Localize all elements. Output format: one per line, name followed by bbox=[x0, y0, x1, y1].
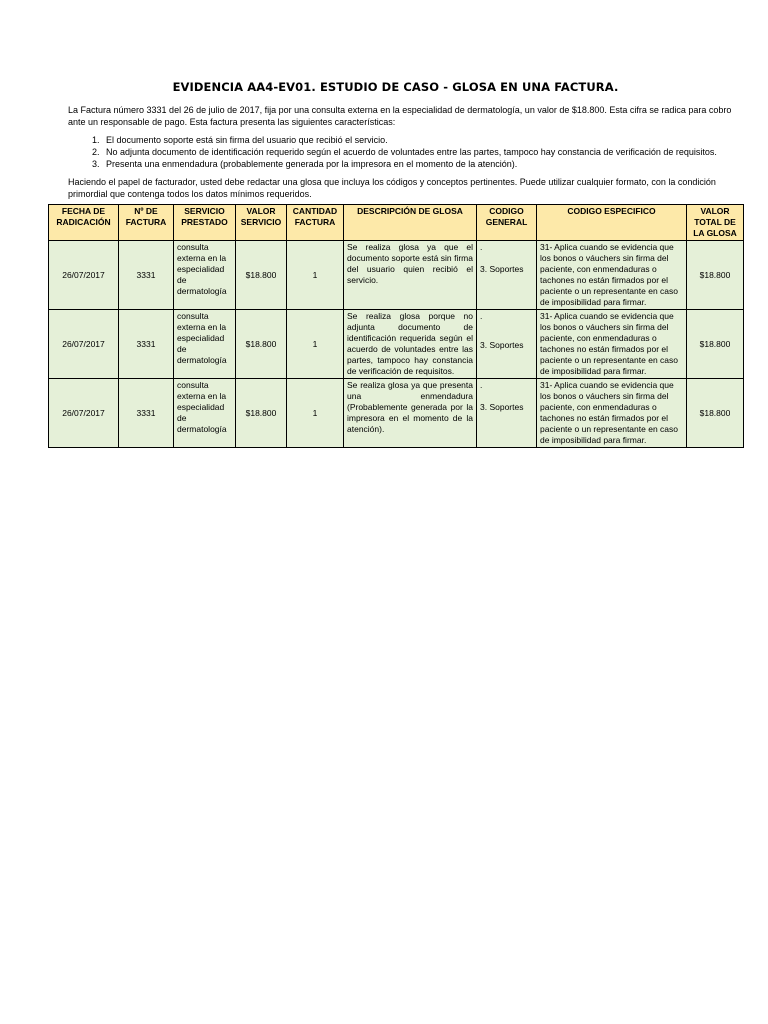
characteristic-item: 2. No adjunta documento de identificación requerido según el acuerdo de voluntades entre las partes, tampoco hay constancia de verificación de requisitos. bbox=[102, 146, 743, 158]
cell-fecha: 26/07/2017 bbox=[49, 379, 119, 448]
cell-cantidad: 1 bbox=[287, 379, 344, 448]
cell-codigo-especifico: 31- Aplica cuando se evidencia que los bonos o váuchers sin firma del paciente, con enmendaduras o tachones no están firmados por el paciente o un representante en caso de imposibilidad para firmar. bbox=[537, 310, 687, 379]
table-header-row bbox=[49, 205, 744, 241]
header-codigo-especifico: CODIGO ESPECIFICO bbox=[537, 205, 687, 241]
cell-factura: 3331 bbox=[119, 379, 174, 448]
cell-codigo-general bbox=[477, 241, 537, 310]
header-valor: VALOR SERVICIO bbox=[236, 205, 287, 241]
cell-codigo-general bbox=[477, 310, 537, 379]
cell-cantidad: 1 bbox=[287, 241, 344, 310]
characteristic-item: 3. Presenta una enmendadura (probablemente generada por la impresora en el momento de la atención). bbox=[102, 158, 743, 170]
cell-descripcion: Se realiza glosa ya que el documento soporte está sin firma del usuario quien recibió el servicio. bbox=[344, 241, 477, 310]
cell-codigo-especifico: 31- Aplica cuando se evidencia que los bonos o váuchers sin firma del paciente, con enmendaduras o tachones no están firmados por el paciente o un representante en caso de imposibilidad para firmar. bbox=[537, 241, 687, 310]
instructions-paragraph: Haciendo el papel de facturador, usted debe redactar una glosa que incluya los códigos y conceptos pertinentes. Puede utilizar cualquier formato, con la condición primordial que contenga todos los datos mínimos requeridos. bbox=[68, 177, 716, 199]
cell-factura: 3331 bbox=[119, 241, 174, 310]
intro-paragraph: La Factura número 3331 del 26 de julio de 2017, fija por una consulta externa en la especialidad de dermatología, un valor de $18.800. Esta cifra se radica para cobro ante un responsable de pago. Esta factura presenta las siguientes características: bbox=[68, 105, 732, 127]
cell-valor: $18.800 bbox=[236, 310, 287, 379]
cell-codigo-especifico: 31- Aplica cuando se evidencia que los bonos o váuchers sin firma del paciente, con enmendaduras o tachones no están firmados por el paciente o un representante en caso de imposibilidad para firmar. bbox=[537, 379, 687, 448]
header-valor-total: VALOR TOTAL DE LA GLOSA bbox=[687, 205, 744, 241]
cell-fecha: 26/07/2017 bbox=[49, 310, 119, 379]
table-row bbox=[49, 310, 744, 379]
codigo-general-text: 3. Soportes bbox=[480, 340, 524, 350]
cell-valor: $18.800 bbox=[236, 241, 287, 310]
cell-valor-total: $18.800 bbox=[687, 379, 744, 448]
cell-cantidad: 1 bbox=[287, 310, 344, 379]
codigo-general-text: 3. Soportes bbox=[480, 402, 524, 412]
characteristic-item: 1. El documento soporte está sin firma del usuario que recibió el servicio. bbox=[102, 134, 743, 146]
cell-codigo-general bbox=[477, 379, 537, 448]
cell-descripcion: Se realiza glosa porque no adjunta documento de identificación requerida según el acuerdo de voluntades entre las partes, tampoco hay constancia de verificación de requisitos. bbox=[344, 310, 477, 379]
cell-valor-total: $18.800 bbox=[687, 310, 744, 379]
cell-descripcion: Se realiza glosa ya que presenta una enmendadura (Probablemente generada por la impresora en el momento de la atención). bbox=[344, 379, 477, 448]
header-servicio: SERVICIO PRESTADO bbox=[174, 205, 236, 241]
header-descripcion: DESCRIPCIÓN DE GLOSA bbox=[344, 205, 477, 241]
header-factura: Nº DE FACTURA bbox=[119, 205, 174, 241]
cell-fecha: 26/07/2017 bbox=[49, 241, 119, 310]
cell-valor-total: $18.800 bbox=[687, 241, 744, 310]
characteristics-list bbox=[48, 134, 743, 170]
codigo-general-text: 3. Soportes bbox=[480, 264, 524, 274]
page-title: EVIDENCIA AA4-EV01. ESTUDIO DE CASO - GLOSA EN UNA FACTURA. bbox=[172, 80, 619, 94]
codigo-general-dot: . bbox=[480, 242, 483, 252]
cell-valor: $18.800 bbox=[236, 379, 287, 448]
header-cantidad: CANTIDAD FACTURA bbox=[287, 205, 344, 241]
codigo-general-dot: . bbox=[480, 311, 483, 321]
cell-servicio: consulta externa en la especialidad de dermatología bbox=[174, 310, 236, 379]
table-row bbox=[49, 379, 744, 448]
cell-servicio: consulta externa en la especialidad de dermatología bbox=[174, 379, 236, 448]
codigo-general-dot: . bbox=[480, 380, 483, 390]
glosa-table bbox=[48, 204, 744, 448]
cell-servicio: consulta externa en la especialidad de dermatología bbox=[174, 241, 236, 310]
header-codigo-general: CODIGO GENERAL bbox=[477, 205, 537, 241]
document-page bbox=[48, 80, 743, 448]
table-row bbox=[49, 241, 744, 310]
header-fecha: FECHA DE RADICACIÓN bbox=[49, 205, 119, 241]
cell-factura: 3331 bbox=[119, 310, 174, 379]
